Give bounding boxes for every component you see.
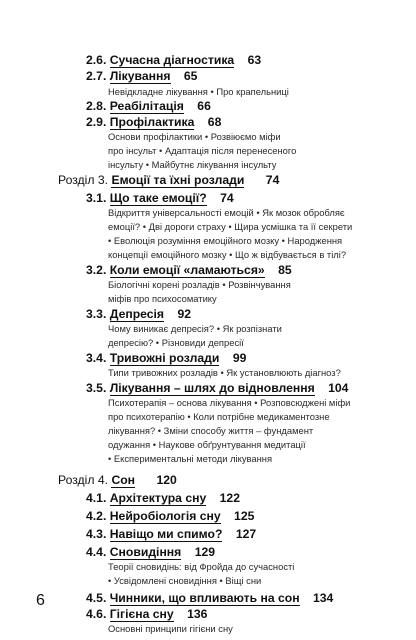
entry-number: 3.5. [86,381,107,395]
entry-title: Коли емоції «ламаються» [109,263,265,277]
entry-title: Профілактика [109,115,195,129]
entry-page: 104 [328,381,349,395]
toc-entry[interactable] [86,52,261,68]
entry-page: 66 [197,99,211,113]
entry-title: Нейробіологія сну [109,509,221,523]
entry-page: 136 [187,607,208,621]
entry-number: 3.3. [86,307,107,321]
entry-number: 2.6. [86,53,107,67]
entry-number: 4.3. [86,527,107,541]
toc-entry[interactable] [86,114,221,130]
entry-description: міфів про психосоматику [108,293,217,304]
toc-entry[interactable] [86,306,191,322]
entry-number: 2.8. [86,99,107,113]
entry-title: Що таке емоції? [109,191,207,205]
entry-page: 129 [194,545,216,559]
entry-number: 4.1. [86,491,107,505]
entry-page: 125 [234,509,255,523]
chapter-label: Розділ 3. [58,173,109,187]
entry-page: 74 [220,191,234,205]
entry-title: Лікування – шлях до відновлення [109,381,315,395]
entry-description: • Експериментальні методи лікування [108,453,273,464]
toc-entry[interactable] [86,490,240,506]
entry-description: емоції? • Дві дороги страху • Щира усмішка та її секрети [108,221,353,232]
page-number: 6 [36,592,45,609]
entry-page: 65 [183,69,198,83]
chapter-page: 120 [156,473,177,487]
entry-page: 134 [312,591,334,605]
toc-entry[interactable] [86,380,348,396]
entry-title: Сновидіння [109,545,182,559]
entry-description: лікування? • Зміни способу життя – фундамент [108,425,314,436]
entry-description: • Усвідомлені сновидіння • Віщі сни [108,575,262,586]
entry-title: Депресія [109,307,165,321]
entry-title: Тривожні розлади [109,351,220,365]
entry-number: 4.4. [86,545,107,559]
toc-entry[interactable] [86,98,211,114]
chapter-title: Емоції та їхні розлади [111,173,245,187]
toc-entry[interactable] [86,68,197,84]
entry-description: Основи профілактики • Розвіюємо міфи [108,131,281,142]
entry-number: 2.7. [86,69,107,83]
entry-page: 68 [207,115,222,129]
toc-entry[interactable] [86,606,207,622]
toc-entry[interactable] [86,350,246,366]
toc-entry[interactable] [86,526,256,542]
toc-entry[interactable] [86,508,254,524]
entry-page: 92 [177,307,191,321]
entry-number: 3.2. [86,263,107,277]
chapter-page: 74 [265,173,280,187]
entry-number: 2.9. [86,115,107,129]
toc-entry[interactable] [86,190,234,206]
entry-description: депресію? • Різновиди депресії [108,337,244,348]
entry-page: 85 [278,263,292,277]
toc-entry[interactable] [86,590,333,606]
entry-description: про інсульт • Адаптація після перенесеного [108,145,297,156]
entry-title: Реабілітація [109,99,184,113]
entry-description: інсульту • Майбутнє лікування інсульту [108,159,277,170]
entry-page: 122 [219,491,240,505]
entry-title: Архітектура сну [109,491,207,505]
entry-description: Чому виникає депресія? • Як розпізнати [108,323,282,334]
entry-description: Відкриття універсальності емоцій • Як мозок обробляє [108,207,345,218]
entry-description: про психотерапію • Коли потрібне медикаментозне [108,411,330,422]
entry-page: 127 [235,527,257,541]
entry-number: 4.2. [86,509,107,523]
entry-description: концепції емоційного мозку • Що ж відбувається в тілі? [108,249,347,260]
entry-description: Біологічні корені розладів • Розвінчування [108,279,291,290]
toc-entry[interactable] [86,544,215,560]
entry-title: Сучасна діагностика [109,53,235,67]
entry-page: 99 [232,351,247,365]
entry-number: 3.4. [86,351,107,365]
entry-description: Теорії сновидінь: від Фройда до сучасності [108,561,295,572]
entry-description: Основні принципи гігієни сну [108,623,233,634]
entry-description: Невідкладне лікування • Про крапельниці [108,86,289,97]
entry-title: Чинники, що впливають на сон [109,591,300,605]
entry-title: Навіщо ми спимо? [109,527,223,541]
chapter-title: Сон [111,473,136,487]
entry-title: Гігієна сну [109,607,174,621]
entry-page: 63 [247,53,262,67]
entry-title: Лікування [109,69,171,83]
entry-number: 4.6. [86,607,107,621]
chapter-heading[interactable] [58,172,279,188]
entry-description: Психотерапія – основа лікування • Розповсюджені міфи [108,397,351,408]
entry-description: Типи тривожних розладів • Як установлюють діагноз? [108,367,341,378]
chapter-label: Розділ 4. [58,473,109,487]
toc-entry[interactable] [86,262,292,278]
entry-number: 3.1. [86,191,107,205]
entry-number: 4.5. [86,591,107,605]
entry-description: одужання • Наукове обґрунтування медитації [108,439,306,450]
entry-description: • Еволюція розуміння емоційного мозку • Народження [108,235,343,246]
chapter-heading[interactable] [58,472,177,488]
